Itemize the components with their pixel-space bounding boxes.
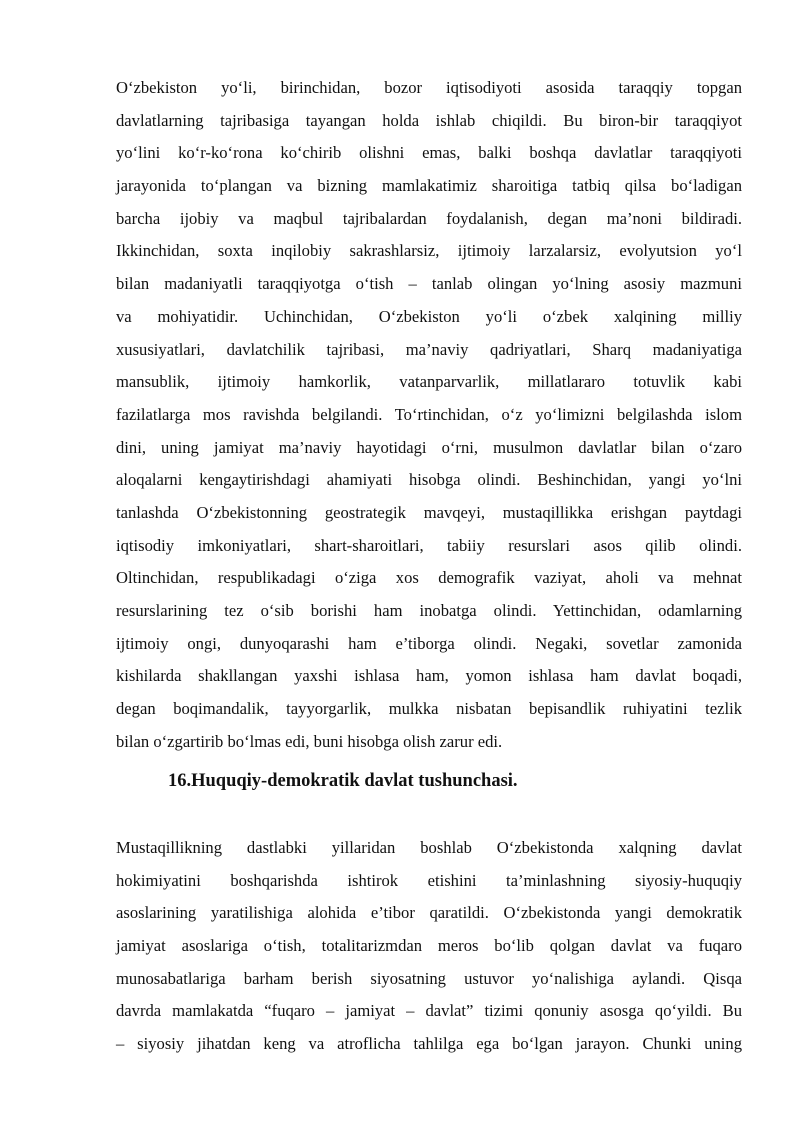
body-paragraph-2: [116, 832, 742, 1061]
text-line: bilan madaniyatli taraqqiyotga o‘tish – tanlab olingan yo‘lning asosiy mazmuni: [116, 274, 742, 294]
text-line: degan boqimandalik, tayyorgarlik, mulkka nisbatan bepisandlik ruhiyatini tezlik: [116, 699, 742, 719]
text-line: Ikkinchidan, soxta inqilobiy sakrashlarsiz, ijtimoiy larzalarsiz, evolyutsion yo‘l: [116, 241, 742, 261]
text-line: yo‘lini ko‘r-ko‘rona ko‘chirib olishni emas, balki boshqa davlatlar taraqqiyoti: [116, 143, 742, 163]
text-line: asoslarining yaratilishiga alohida e’tibor qaratildi. O‘zbekistonda yangi demokratik: [116, 903, 742, 923]
text-line: Mustaqillikning dastlabki yillaridan boshlab O‘zbekistonda xalqning davlat: [116, 838, 742, 857]
text-line: jarayonida to‘plangan va bizning mamlakatimiz sharoitiga tatbiq qilsa bo‘ladigan: [116, 176, 742, 196]
text-line: hokimiyatini boshqarishda ishtirok etishini ta’minlashning siyosiy-huquqiy: [116, 870, 742, 890]
text-line: barcha ijobiy va maqbul tajribalardan foydalanish, degan ma’noni bildiradi.: [116, 208, 742, 228]
text-line: munosabatlariga barham berish siyosatning ustuvor yo‘nalishiga aylandi. Qisqa: [116, 968, 742, 988]
text-line: davlatlarning tajribasiga tayangan holda ishlab chiqildi. Bu biron-bir taraqqiyot: [116, 110, 742, 130]
text-line: tanlashda O‘zbekistonning geostrategik mavqeyi, mustaqillikka erishgan paytdagi: [116, 502, 742, 522]
text-line: aloqalarni kengaytirishdagi ahamiyati hisobga olindi. Beshinchidan, yangi yo‘lni: [116, 470, 742, 490]
body-paragraph-1: [116, 72, 742, 758]
text-line: iqtisodiy imkoniyatlari, shart-sharoitlari, tabiiy resurslari asos qilib olindi.: [116, 535, 742, 555]
text-line: xususiyatlari, davlatchilik tajribasi, ma’naviy qadriyatlari, Sharq madaniyatiga: [116, 339, 742, 359]
text-line: bilan o‘zgartirib bo‘lmas edi, buni hisobga olish zarur edi.: [116, 731, 503, 751]
text-line: O‘zbekiston yo‘li, birinchidan, bozor iqtisodiyoti asosida taraqqiy topgan: [116, 78, 742, 97]
text-line: dini, uning jamiyat ma’naviy hayotidagi o‘rni, musulmon davlatlar bilan o‘zaro: [116, 437, 742, 457]
text-line: va mohiyatidir. Uchinchidan, O‘zbekiston yo‘li o‘zbek xalqining milliy: [116, 306, 742, 326]
text-line: jamiyat asoslariga o‘tish, totalitarizmdan meros bo‘lib qolgan davlat va fuqaro: [116, 936, 742, 956]
section-heading: 16.Huquqiy-demokratik davlat tushunchasi.: [168, 771, 518, 791]
text-line: – siyosiy jihatdan keng va atroflicha tahlilga ega bo‘lgan jarayon. Chunki uning: [116, 1034, 742, 1054]
text-line: kishilarda shakllangan yaxshi ishlasa ham, yomon ishlasa ham davlat boqadi,: [116, 666, 742, 686]
text-line: Oltinchidan, respublikadagi o‘ziga xos demografik vaziyat, aholi va mehnat: [116, 568, 742, 588]
text-line: mansublik, ijtimoiy hamkorlik, vatanparvarlik, millatlararo totuvlik kabi: [116, 372, 742, 392]
text-line: resurslarining tez o‘sib borishi ham inobatga olindi. Yettinchidan, odamlarning: [116, 601, 742, 620]
text-line: fazilatlarga mos ravishda belgilandi. To‘rtinchidan, o‘z yo‘limizni belgilashda islom: [116, 404, 742, 424]
text-line: ijtimoiy ongi, dunyoqarashi ham e’tiborga olindi. Negaki, sovetlar zamonida: [116, 633, 742, 653]
text-line: davrda mamlakatda “fuqaro – jamiyat – davlat” tizimi qonuniy asosga qo‘yildi. Bu: [116, 1001, 742, 1021]
